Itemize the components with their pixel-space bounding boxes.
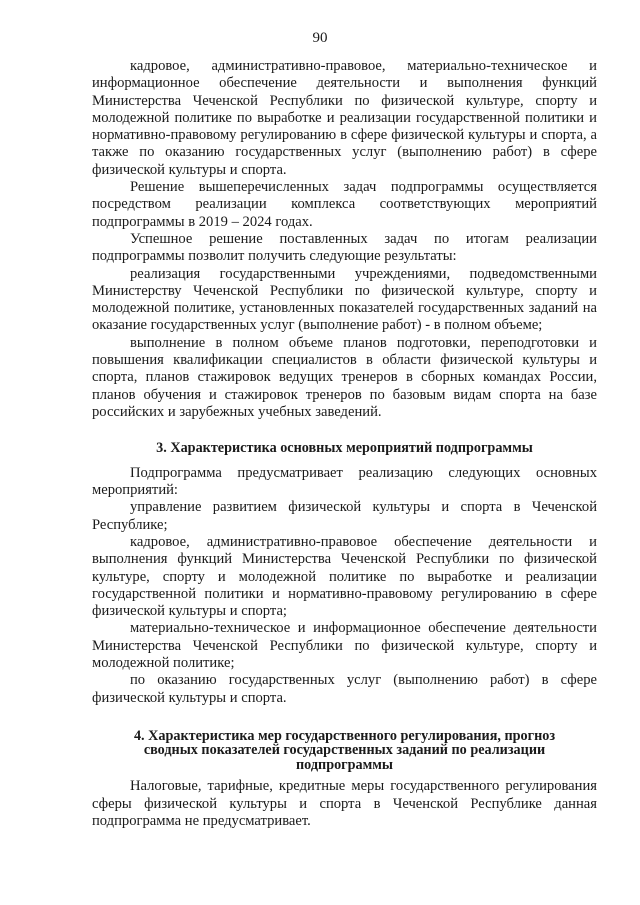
paragraph: выполнение в полном объеме планов подготовки, переподготовки и повышения квалификации специалистов в области физической культуры и спорта, планов стажировок ведущих тренеров в сборных командах России, планов обучения и стажировок тренеров по базовым видам спорта на базе российских и зарубежных учебных заведений.	[92, 334, 597, 420]
section-heading: 4. Характеристика мер государственного регулирования, прогноз сводных показателей государственных заданий по реализации подпрограммы	[133, 727, 556, 773]
paragraph: Решение вышеперечисленных задач подпрограммы осуществляется посредством реализации комплекса соответствующих мероприятий подпрограммы в 2019 – 2024 годах.	[92, 179, 597, 230]
paragraph: Налоговые, тарифные, кредитные меры государственного регулирования сферы физической культуры и спорта в Чеченской Республике данная подпрограмма не предусматривает.	[92, 778, 597, 829]
paragraph: материально-техническое и информационное обеспечение деятельности Министерства Чеченской Республики по физической культуре, спорту и молодежной политике;	[92, 620, 597, 671]
paragraph: Успешное решение поставленных задач по итогам реализации подпрограммы позволит получить следующие результаты:	[92, 230, 597, 265]
page-number: 90	[312, 30, 328, 46]
paragraph: Подпрограмма предусматривает реализацию следующих основных мероприятий:	[92, 464, 597, 499]
paragraph: реализация государственными учреждениями, подведомственными Министерству Чеченской Республики по физической культуре, спорту и молодежной политике, установленных показателей государственных заданий на оказание государственных услуг (выполнение работ) - в полном объеме;	[92, 265, 597, 334]
paragraph: кадровое, административно-правовое, материально-техническое и информационное обеспечение деятельности и выполнения функций Министерства Чеченской Республики по физической культуре, спорту и молодежной политике по выработке и реализации государственной политики и нормативно-правовому регулированию в сфере физической культуры и спорта, а также по оказанию государственных услуг (выполнению работ) в сфере физической культуры и спорта.	[92, 58, 597, 178]
section-heading: 3. Характеристика основных мероприятий подпрограммы	[156, 440, 533, 457]
paragraph: по оказанию государственных услуг (выполнению работ) в сфере физической культуры и спорта.	[92, 672, 597, 706]
paragraph: управление развитием физической культуры и спорта в Чеченской Республике;	[92, 499, 597, 533]
paragraph: кадровое, административно-правовое обеспечение деятельности и выполнения функций Министерства Чеченской Республики по физической культуре, спорту и молодежной политике по выработке и реализации государственной политики и нормативно-правовому регулированию в сфере физической культуры и спорта;	[92, 533, 597, 620]
document-body	[92, 58, 597, 830]
